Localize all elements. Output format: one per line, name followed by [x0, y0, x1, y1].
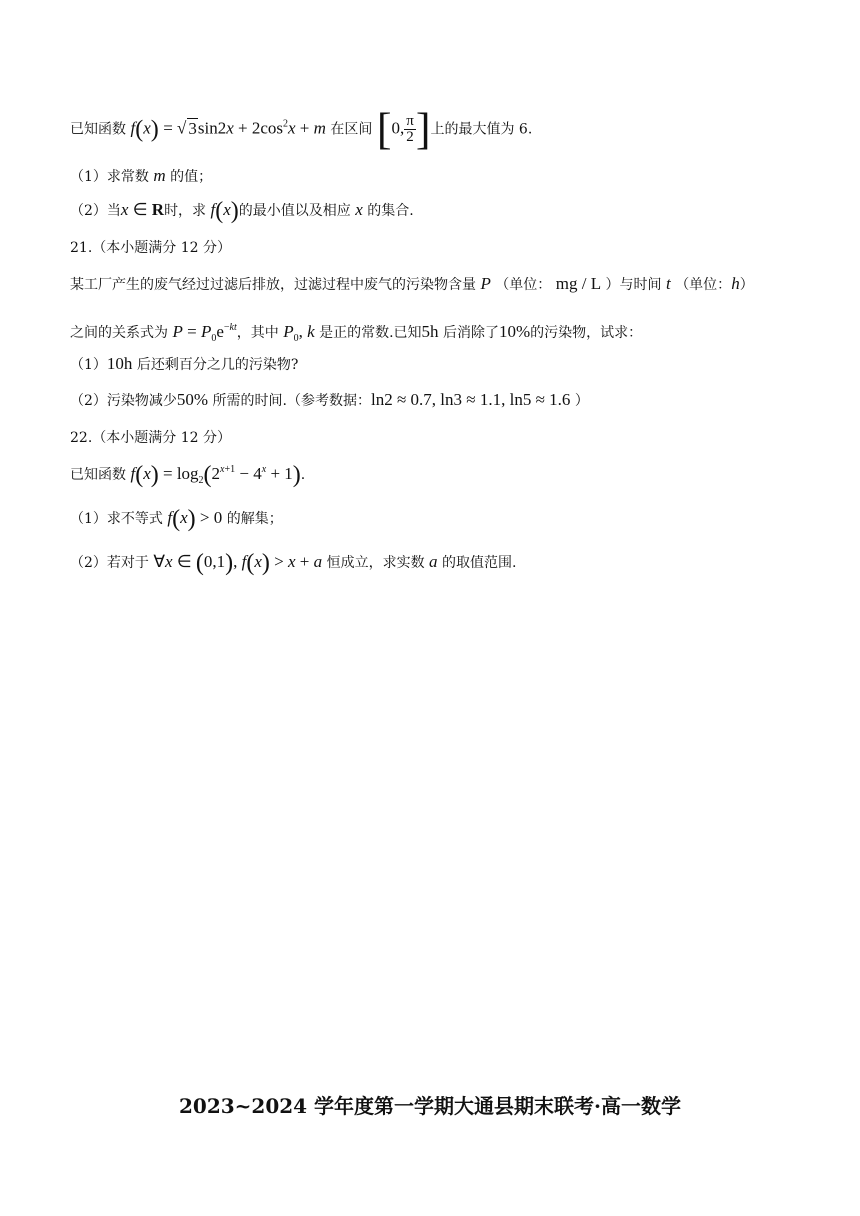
- problem20-statement: 已知函数 f(x) = √ $3\sin 2x + 2\cos^2x + m$ 在区间 [0, $\frac{\pi}{2}$ ]上的最大值为 6.: [70, 104, 533, 154]
- problem22-q2: （2）若对于 ∀x ∈ (0,1), f(x) > x + a 恒成立，求实数 a 的取值范围.: [70, 550, 517, 576]
- problem21-text1: 某工厂产生的废气经过过滤后排放，过滤过程中废气的污染物含量 P （单位： mg / L ）与时间 t （单位：h）: [70, 274, 754, 293]
- problem21-text2: 之间的关系式为 $P = P_0e^{-kt}$，其中 $P_0$, k 是正的常数.已知5h 后消除了10%的污染物，试求：: [70, 322, 643, 344]
- problem20-q2: （2）当x ∈ R时，求 f(x)的最小值以及相应 x 的集合.: [70, 198, 414, 224]
- problem22-heading: 22.（本小题满分 12 分）: [70, 430, 231, 446]
- problem22-q1: （1）求不等式 f(x) > 0 的解集；: [70, 506, 283, 532]
- problem21-q2: （2）污染物减少50% 所需的时间.（参考数据：ln2 ≈ 0.7, ln3 ≈ 1.1, ln5 ≈ 1.6 ）: [70, 390, 589, 409]
- problem20-q1: （1）求常数 m 的值；: [70, 166, 213, 185]
- page-footer-title: 2023~2024 学年度第一学期大通县期末联考·高一数学: [178, 1094, 681, 1118]
- problem21-heading: 21.（本小题满分 12 分）: [70, 240, 231, 256]
- problem22-statement: 已知函数 $f(x) = \log_2(2^{x+1} - 4^x + 1)$.: [70, 462, 306, 488]
- problem21-q1: （1）10h 后还剩百分之几的污染物?: [70, 354, 299, 373]
